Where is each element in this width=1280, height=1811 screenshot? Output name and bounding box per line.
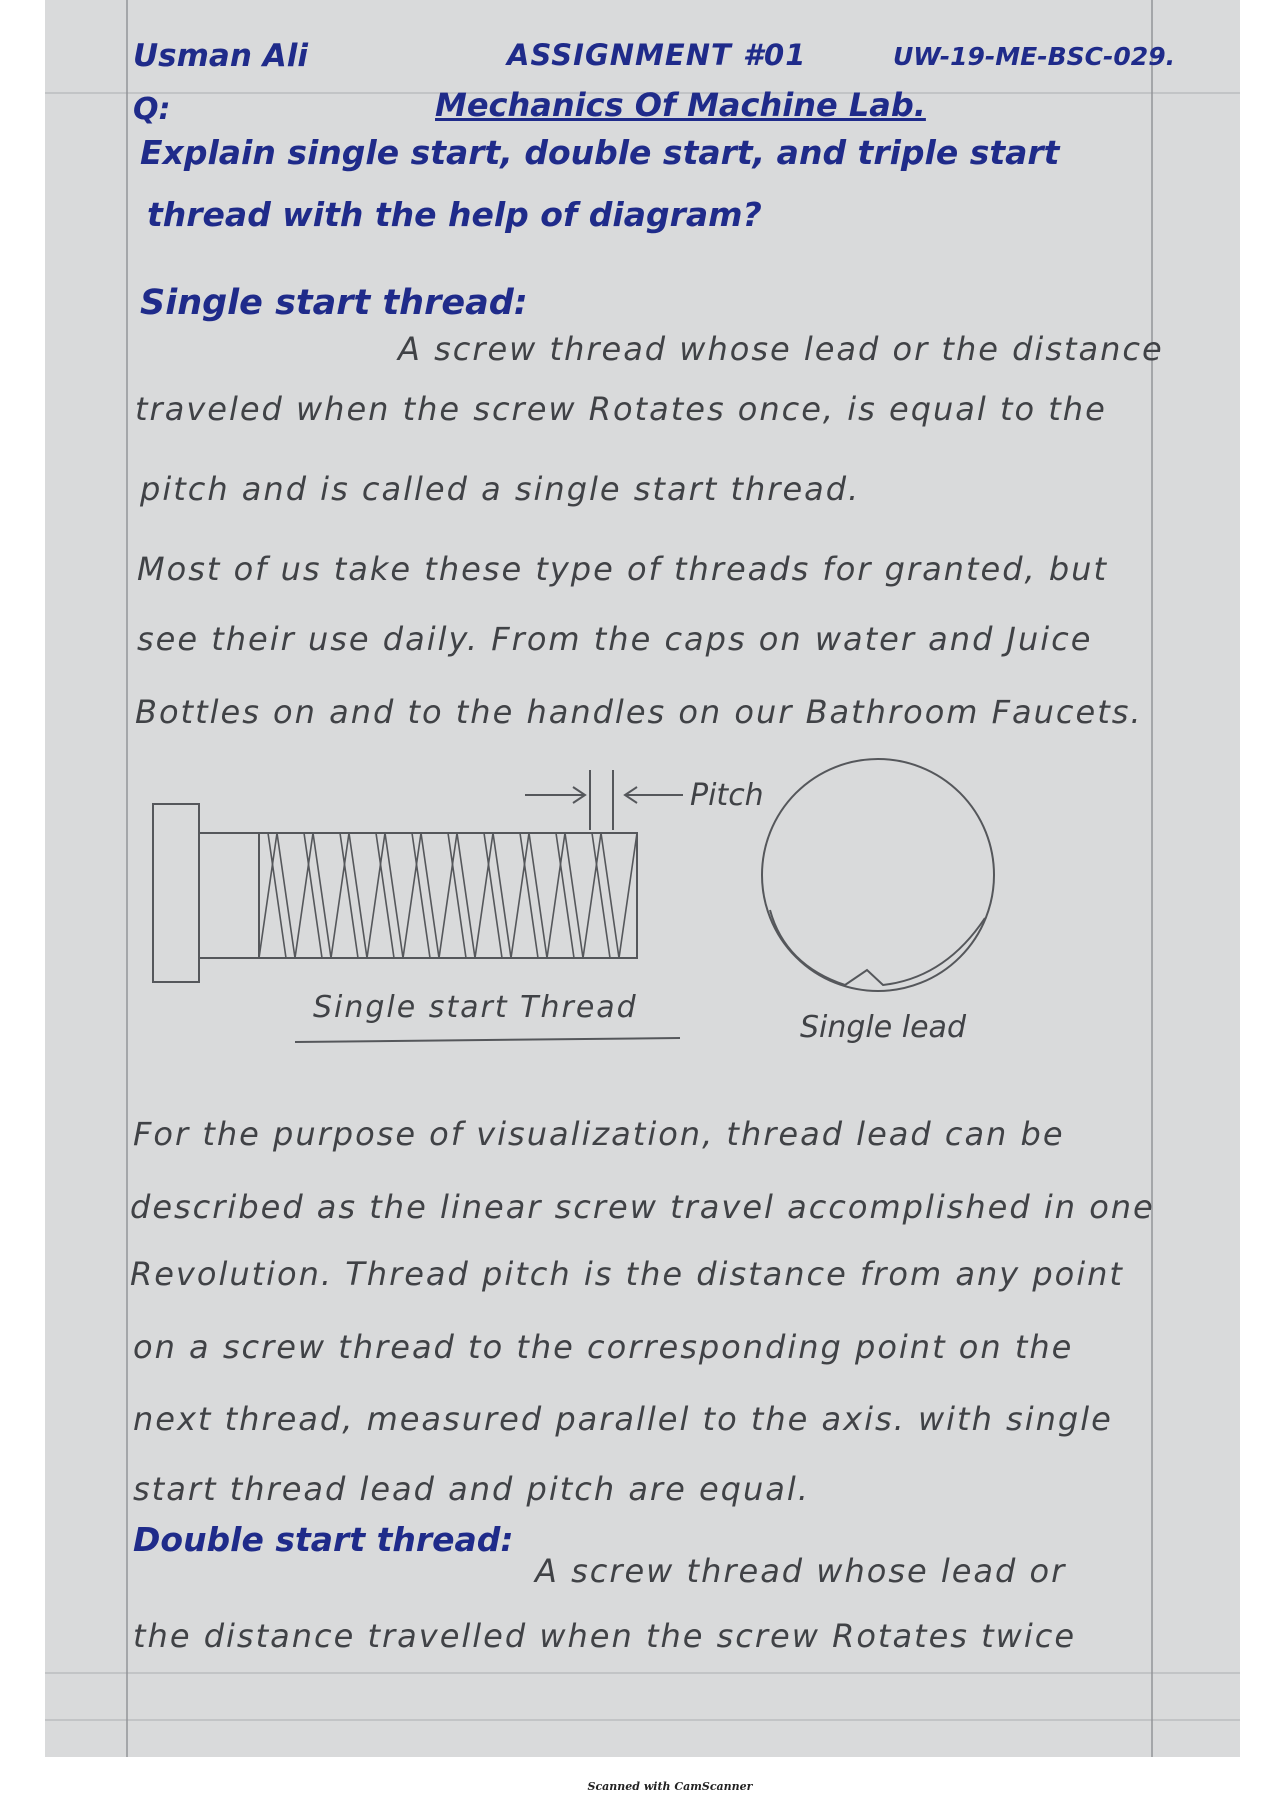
double-start-heading: Double start thread: (133, 1520, 514, 1559)
single-start-line-6: Bottles on and to the handles on our Bathroom Faucets. (135, 693, 1143, 731)
thread-diagram (45, 0, 1240, 1100)
single-start-heading: Single start thread: (140, 283, 528, 323)
single-start-line-2: traveled when the screw Rotates once, is equal to the (135, 390, 1107, 428)
single-lead-caption: Single lead (800, 1010, 966, 1045)
question-line-2: thread with the help of diagram? (147, 195, 762, 234)
explanation-line-6: start thread lead and pitch are equal. (133, 1470, 810, 1508)
single-start-caption: Single start Thread (313, 990, 638, 1025)
single-start-line-4: Most of us take these type of threads for granted, but (137, 550, 1108, 588)
explanation-line-2: described as the linear screw travel accomplished in one (130, 1188, 1155, 1226)
double-start-line-1: A screw thread whose lead or (535, 1552, 1067, 1590)
double-start-line-2: the distance travelled when the screw Rotates twice (133, 1617, 1077, 1655)
question-marker: Q: (133, 92, 171, 127)
question-line-1: Explain single start, double start, and triple start (140, 133, 1060, 172)
pitch-label: Pitch (690, 778, 764, 813)
single-start-line-5: see their use daily. From the caps on water and Juice (137, 620, 1093, 658)
explanation-line-5: next thread, measured parallel to the axis. with single (133, 1400, 1113, 1438)
roll-number: UW-19-ME-BSC-029. (893, 42, 1176, 71)
explanation-line-3: Revolution. Thread pitch is the distance from any point (130, 1255, 1124, 1293)
single-start-line-3: pitch and is called a single start thread. (140, 470, 861, 508)
assignment-number: ASSIGNMENT #01 (507, 38, 807, 72)
student-name: Usman Ali (133, 38, 308, 74)
notebook-page (45, 0, 1240, 1757)
explanation-line-1: For the purpose of visualization, thread lead can be (133, 1115, 1065, 1153)
scanner-watermark: Scanned with CamScanner (587, 1780, 753, 1793)
single-start-line-1: A screw thread whose lead or the distance (398, 330, 1164, 368)
explanation-line-4: on a screw thread to the corresponding point on the (133, 1328, 1074, 1366)
course-title: Mechanics Of Machine Lab. (435, 86, 926, 124)
